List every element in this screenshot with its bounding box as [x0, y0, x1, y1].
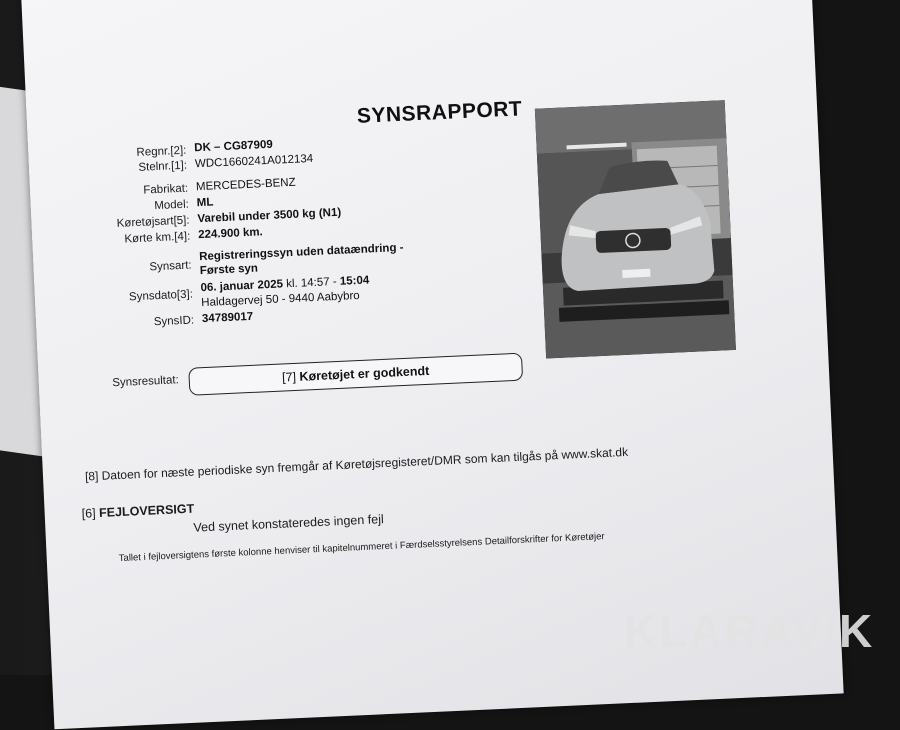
koretojsart-label: Køretøjsart[5]: — [116, 214, 190, 230]
section-6-prefix: [6] — [81, 506, 96, 521]
result-text: Køretøjet er godkendt — [299, 363, 430, 384]
fejl-body: Ved synet konstateredes ingen fejl — [193, 512, 385, 535]
synsdato-kl: kl. 14:57 - — [285, 275, 337, 291]
synsart-label: Synsart: — [149, 259, 192, 274]
km-label: Kørte km.[4]: — [124, 230, 191, 246]
report-title: SYNSRAPPORT — [356, 97, 523, 128]
section-6-heading — [81, 502, 194, 521]
stelnr-value: WDC1660241A012134 — [194, 152, 314, 171]
klaravik-watermark: KLARAVIK — [624, 605, 875, 657]
koretojsart-value: Varebil under 3500 kg (N1) — [197, 206, 342, 226]
synsdato-end: 15:04 — [339, 274, 370, 288]
note-8: [8] Datoen for næste periodiske syn fremgår af Køretøjsregisteret/DMR som kan tilgås på www.skat.dk — [84, 444, 629, 484]
model-value: ML — [196, 196, 214, 210]
synsresultat-label: Synsresultat: — [112, 374, 180, 390]
model-label: Model: — [154, 198, 190, 213]
regnr-value: DK – CG87909 — [193, 138, 274, 155]
regnr-label: Regnr.[2]: — [136, 144, 187, 159]
synsdato-label: Synsdato[3]: — [128, 288, 194, 304]
fabrikat-value: MERCEDES-BENZ — [195, 176, 296, 194]
km-value: 224.900 km. — [197, 226, 264, 242]
result-prefix: [7] — [281, 369, 297, 385]
synsart-value-line2: Første syn — [199, 262, 259, 278]
fejl-footnote: Tallet i fejloversigtens første kolonne henviser til kapitelnummeret i Færdselsstyrelsens Detailforskrifter for Køretøjer — [118, 531, 605, 565]
synsid-value: 34789017 — [201, 310, 254, 326]
synsdato-date: 06. januar 2025 — [200, 278, 284, 295]
vehicle-photo — [535, 100, 736, 358]
address-value: Haldagervej 50 - 9440 Aabybro — [201, 289, 360, 310]
synsid-label: SynsID: — [153, 314, 195, 329]
fejloversigt-heading: FEJLOVERSIGT — [98, 501, 195, 520]
synsresultat-box — [188, 353, 523, 396]
fabrikat-label: Fabrikat: — [143, 182, 189, 197]
synsart-value-line1: Registreringssyn uden dataændring - — [198, 241, 404, 264]
stelnr-label: Stelnr.[1]: — [138, 159, 188, 174]
